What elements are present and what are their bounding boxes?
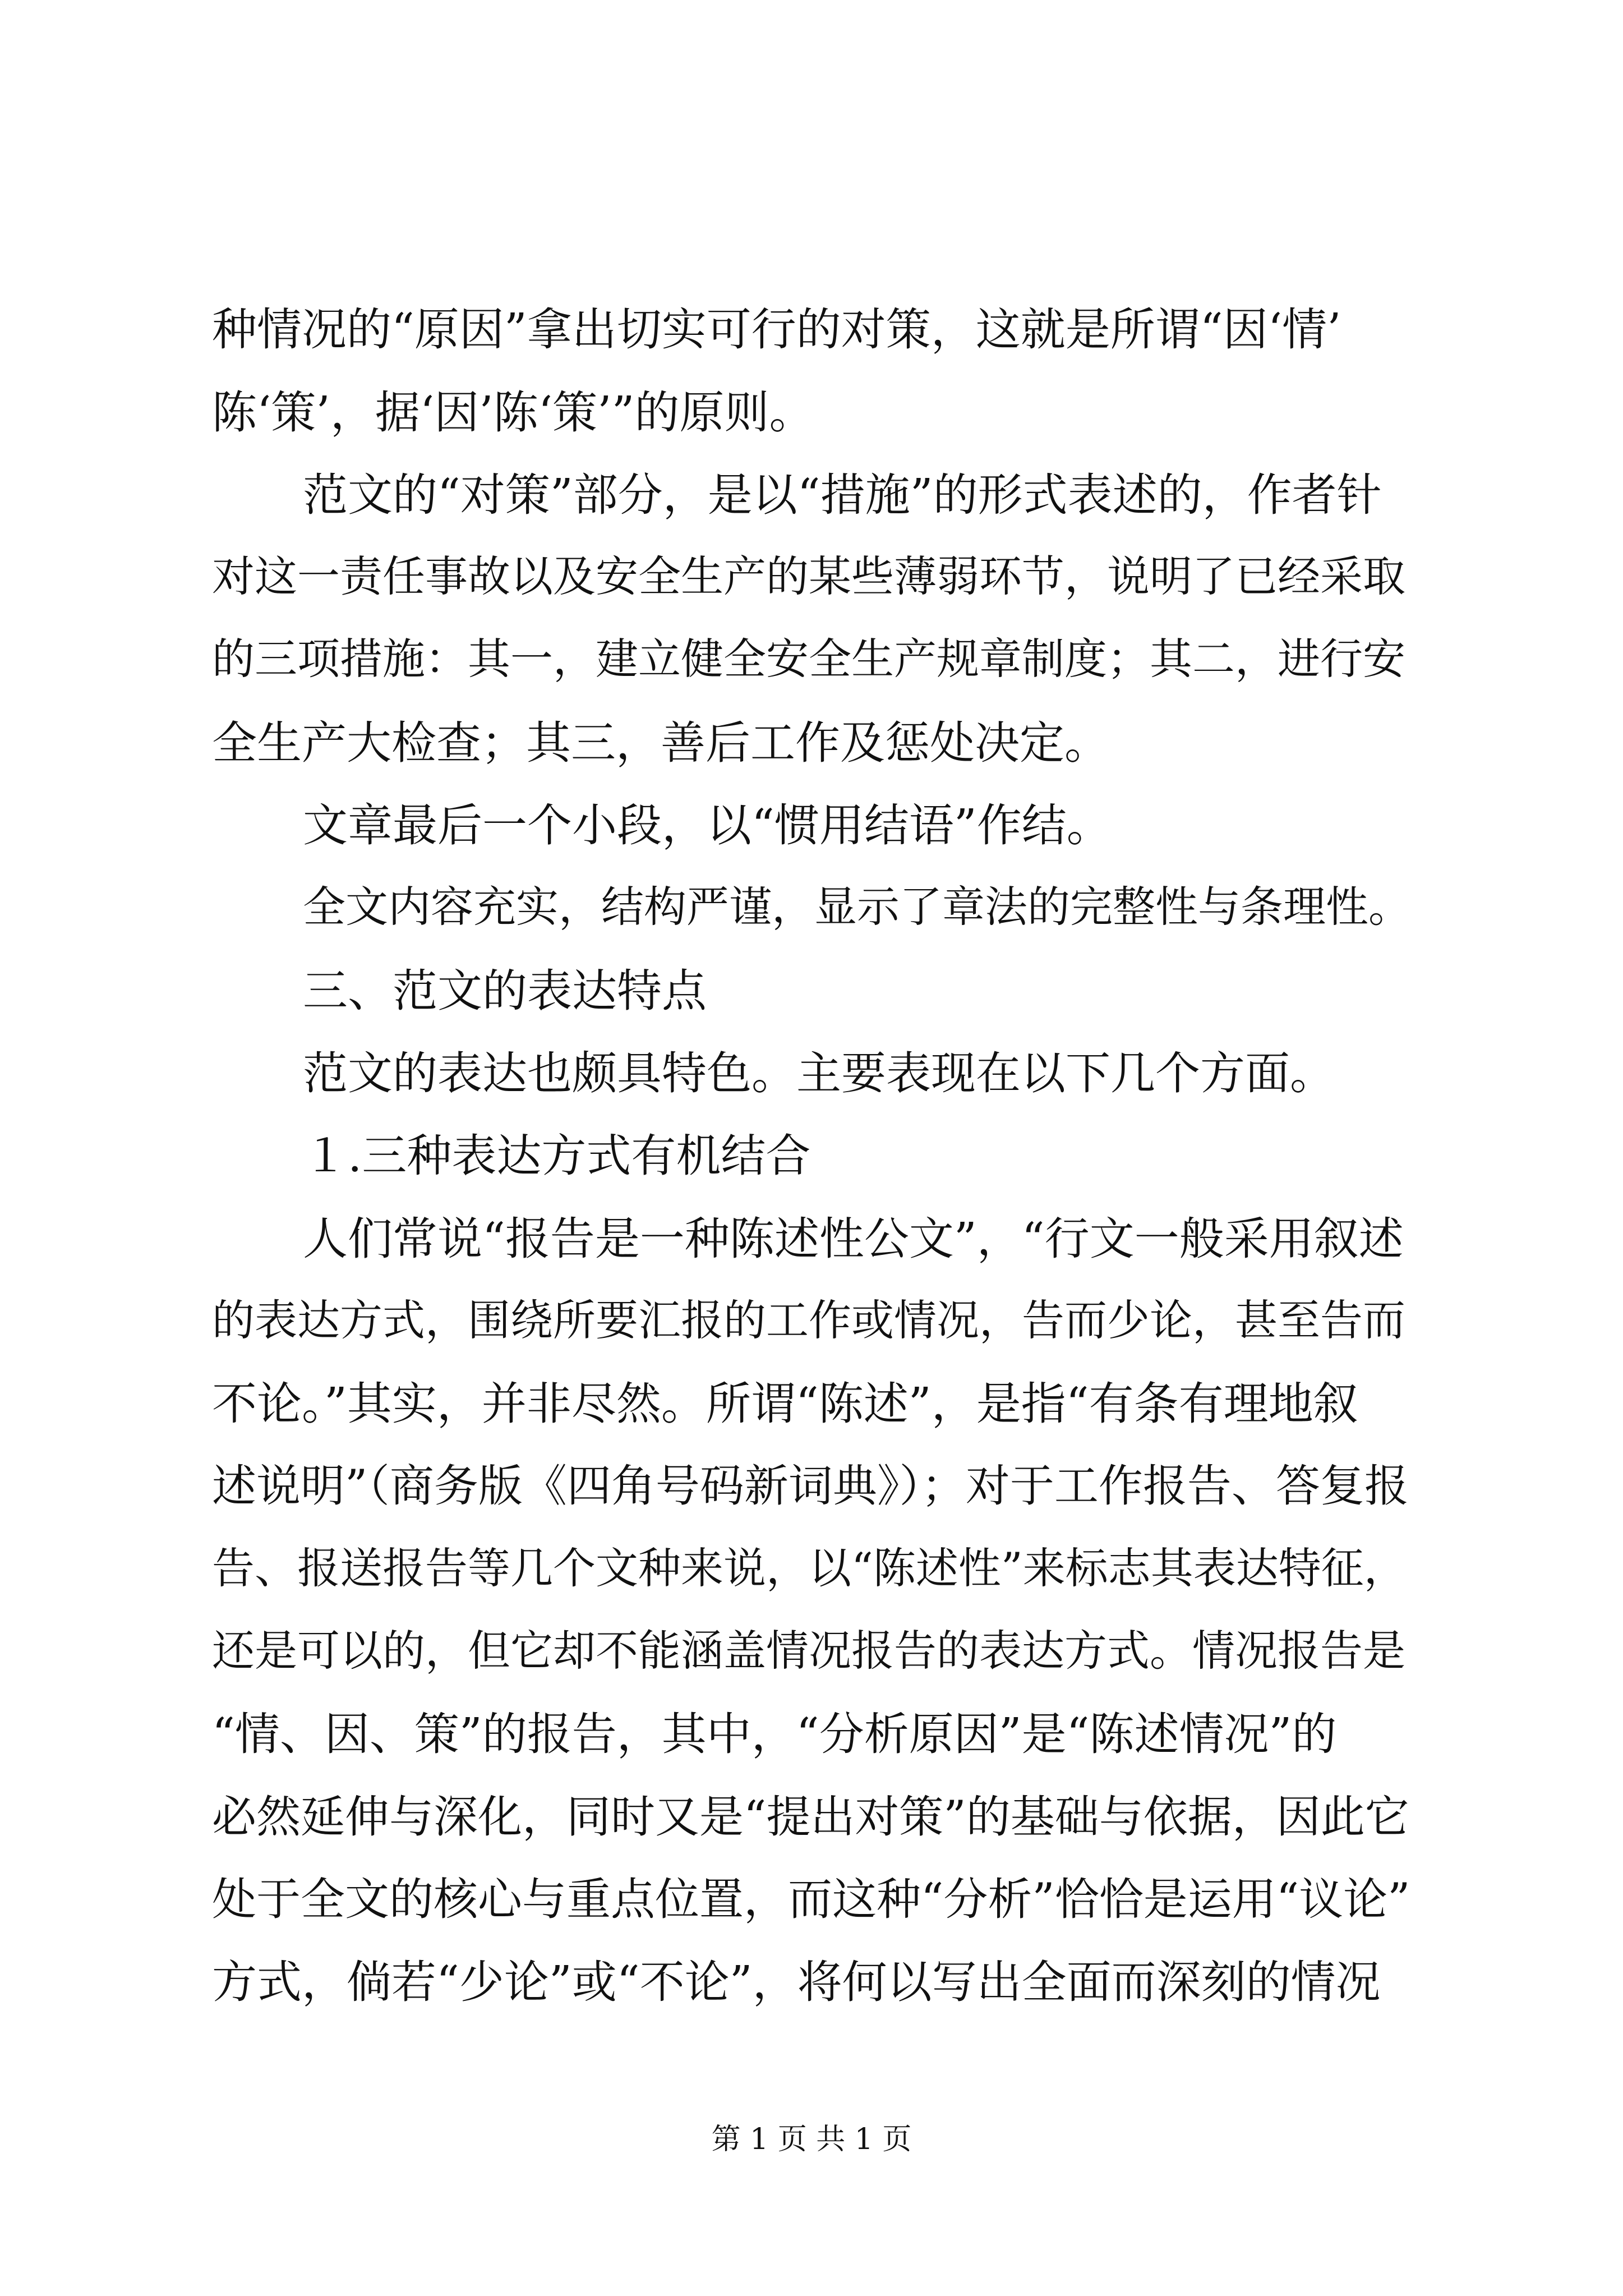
text-line: 告、报送报告等几个文种来说，以“陈述性”来标志其表达特征，	[212, 1543, 1407, 1593]
text-line: 述说明”（商务版《四角号码新词典》）；对于工作报告、答复报	[212, 1460, 1409, 1512]
text-line: 范文的“对策”部分，是以“措施”的形式表述的，作者针	[303, 469, 1382, 521]
text-line: 全文内容充实，结构严谨，显示了章法的完整性与条理性。	[303, 882, 1411, 932]
page-footer: 第 1 页 共 1 页	[711, 2123, 912, 2156]
text-line: 的表达方式，围绕所要汇报的工作或情况，告而少论，甚至告而	[212, 1295, 1405, 1345]
text-line: 范文的表达也颇具特色。主要表现在以下几个方面。	[303, 1047, 1335, 1099]
text-line: 陈‘策’，据‘因’陈‘策’”的原则。	[212, 386, 814, 439]
text-line: 方式，倘若“少论”或“不论”，将何以写出全面而深刻的情况	[212, 1956, 1381, 2008]
text-line: 还是可以的，但它却不能涵盖情况报告的表达方式。情况报告是	[212, 1626, 1405, 1676]
text-line: 种情况的“原因”拿出切实可行的对策，这就是所谓“因‘情’	[212, 303, 1341, 356]
text-line: 处于全文的核心与重点位置，而这种“分析”恰恰是运用“议论”	[212, 1874, 1410, 1925]
text-line: “情、因、策”的报告，其中，“分析原因”是“陈述情况”的	[212, 1708, 1337, 1760]
text-line: 的三项措施：其一，建立健全安全生产规章制度；其二，进行安	[212, 634, 1405, 684]
text-line: 文章最后一个小段，以“惯用结语”作结。	[303, 799, 1112, 852]
text-line: 不论。”其实，并非尽然。所谓“陈述”，是指“有条有理地叙	[212, 1378, 1358, 1430]
subsection-heading: １.三种表达方式有机结合	[303, 1130, 811, 1182]
section-heading: 三、范文的表达特点	[303, 965, 707, 1017]
text-line: 对这一责任事故以及安全生产的某些薄弱环节，说明了已经采取	[212, 551, 1405, 601]
text-line: 人们常说“报告是一种陈述性公文”，“行文一般采用叙述	[303, 1213, 1404, 1265]
text-line: 必然延伸与深化，同时又是“提出对策”的基础与依据，因此它	[212, 1791, 1409, 1843]
text-line: 全生产大检查；其三，善后工作及惩处决定。	[212, 717, 1109, 769]
